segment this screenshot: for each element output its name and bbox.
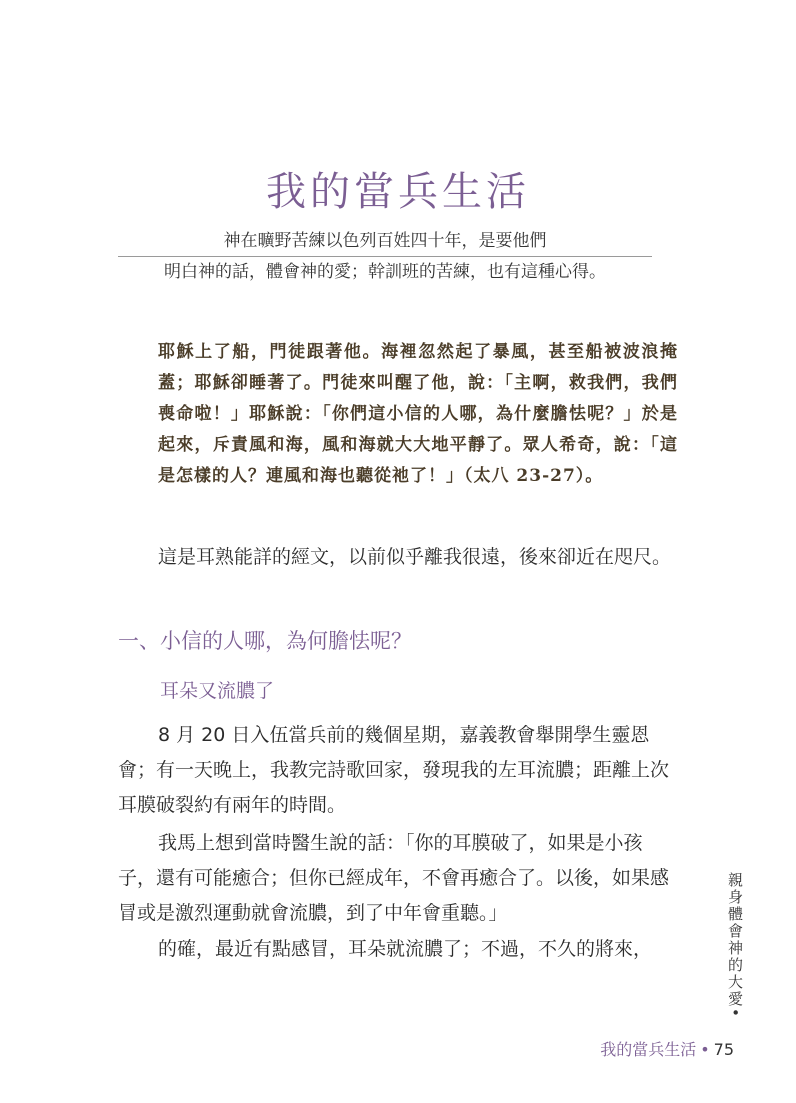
side-series-text: 親身體會神的大愛 [726, 872, 744, 1008]
section-heading: 一、小信的人哪，為何膽怯呢？ [118, 629, 412, 653]
side-dot-icon: • [726, 1008, 744, 1019]
paragraph-3: 的確，最近有點感冒，耳朵就流膿了；不過，不久的將來， [158, 938, 653, 960]
page-number: 75 [713, 1040, 734, 1059]
scripture-quote: 耶穌上了船，門徒跟著他。海裡忽然起了暴風，甚至船被波浪掩蓋；耶穌卻睡著了。門徒來叫醒了他，說：「主啊，救我們，我們喪命啦！」耶穌說：「你們這小信的人哪，為什麼膽怯呢？」於是起來，斥責風和海，風和海就大大地平靜了。眾人希奇，說：「這是怎樣的人？連風和海也聽從祂了！」（太八 23-27）。 [158, 342, 678, 486]
epigraph-line-1: 神在曠野苦練以色列百姓四十年，是要他們 [223, 231, 547, 251]
paragraph-intro: 這是耳熟能詳的經文，以前似乎離我很遠，後來卻近在咫尺。 [158, 546, 672, 568]
side-series-label [724, 872, 746, 1019]
paragraph-2: 我馬上想到當時醫生說的話：「你的耳膜破了，如果是小孩子，還有可能癒合；但你已經成年，不會再癒合了。以後，如果感冒或是激烈運動就會流膿，到了中年會重聽。」 [118, 832, 670, 924]
subsection-heading: 耳朵又流膿了 [160, 680, 275, 702]
epigraph-line-2: 明白神的話，體會神的愛；幹訓班的苦練，也有這種心得。 [164, 262, 606, 282]
epigraph-divider [118, 256, 652, 257]
footer-chapter-title: 我的當兵生活 [600, 1040, 697, 1059]
paragraph-1: 8 月 20 日入伍當兵前的幾個星期，嘉義教會舉開學生靈恩會；有一天晚上，我教完詩歌回家，發現我的左耳流膿；距離上次耳膜破裂約有兩年的時間。 [118, 724, 670, 816]
chapter-title: 我的當兵生活 [266, 169, 530, 215]
footer-dot-icon: • [700, 1040, 710, 1059]
page-footer [600, 1037, 734, 1060]
